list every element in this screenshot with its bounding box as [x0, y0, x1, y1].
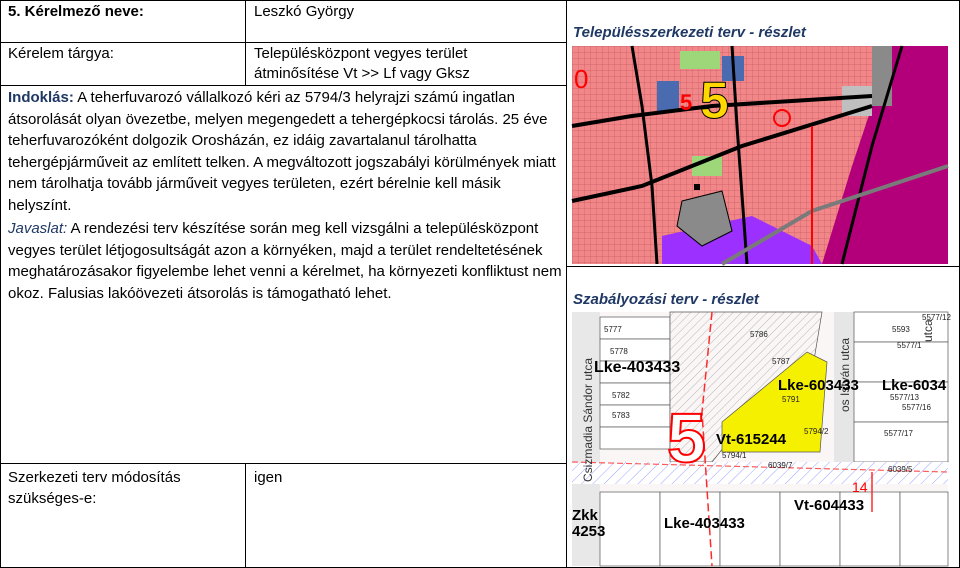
regulation-plan-num14: 14	[852, 479, 868, 495]
zone-label-zkk: Zkk	[572, 507, 598, 524]
zone-label-vt-2: Vt-604433	[794, 497, 865, 514]
parcel-label: 5577/16	[902, 403, 931, 412]
parcel-label: 5577/12	[922, 313, 951, 322]
parcel-label: 5577/17	[884, 429, 913, 438]
parcel-label: 5786	[750, 330, 768, 339]
structure-plan-label-big5: 5	[700, 72, 729, 130]
justification-text: A teherfuvarozó vállalkozó kéri az 5794/3 helyrajzi számú ingatlan átsorolását olyan övezetbe, melyen megengedett a tehergépkocsi tárolás. 25 éve teherfuvarozóként dolgozik Orosházán, ez idáig zavartalanul tárolhatta tehergépjárműveit az említett telken. A megváltozott jogszabályi körülmények miatt nem tárolhatja tovább járműveit vegyes területen, ezért bérelnie kell másik helyszínt.	[8, 89, 556, 214]
applicant-name: Leszkó György	[254, 3, 355, 20]
zone-label-lke-1: Lke-403433	[594, 359, 681, 376]
parcel-label: 5783	[612, 411, 630, 420]
parcel-label: 5577/13	[890, 393, 919, 402]
modification-label-line-1: Szerkezeti terv módosítás	[8, 469, 181, 486]
subject-line-2: átminősítése Vt >> Lf vagy Gksz	[254, 65, 470, 82]
parcel-label: 5593	[892, 325, 910, 334]
zone-label-lke-4: Lke-403433	[664, 515, 745, 532]
parcel-label: 5777	[604, 325, 622, 334]
proposal-text: A rendezési terv készítése során meg kell vizsgálni a településközpont vegyes terület létjogosultságát azon a környéken, majd a terület rendeltetésének meghatározásakor figyelembe lehet venni a kérelmet, ha környezeti konfliktust nem okoz. Falusias lakóövezeti átsorolás is támogatható lehet.	[8, 220, 562, 302]
parcel-label: 6039/5	[888, 465, 913, 474]
map-divider	[566, 266, 960, 267]
parcel-label: 5778	[610, 347, 628, 356]
row-modification-value-cell	[245, 463, 567, 568]
proposal-label: Javaslat:	[8, 220, 68, 237]
street-label-far: utca	[921, 319, 935, 342]
zone-label-vt-1: Vt-615244	[716, 431, 787, 448]
structure-plan-caption: Településszerkezeti terv - részlet	[573, 24, 806, 41]
proposal-paragraph	[8, 218, 564, 304]
justification-paragraph	[8, 87, 564, 216]
structure-plan-label-small5: 5	[680, 90, 693, 115]
parcel-label: 5787	[772, 357, 790, 366]
regulation-plan-drawing	[572, 312, 951, 566]
subject-label: Kérelem tárgya:	[8, 45, 114, 62]
zone-label-lke-2: Lke-603433	[778, 377, 859, 394]
parcel-label: 5791	[782, 395, 800, 404]
parcel-label: 5794/1	[722, 451, 747, 460]
street-label-right: os István utca	[838, 337, 852, 412]
zone-label-lke-3: Lke-6034	[882, 377, 947, 394]
modification-answer: igen	[254, 469, 283, 486]
applicant-label: 5. Kérelmező neve:	[8, 3, 144, 20]
parcel-label: 6039/7	[768, 461, 793, 470]
zone-label-zkk-number: 4253	[572, 523, 606, 540]
regulation-plan-map	[572, 312, 951, 566]
structure-plan-label-zero: 0	[574, 64, 589, 94]
regulation-plan-caption: Szabályozási terv - részlet	[573, 291, 759, 308]
justification-label: Indoklás:	[8, 89, 74, 106]
subject-line-1: Településközpont vegyes terület	[254, 45, 468, 62]
parcel-label: 5782	[612, 391, 630, 400]
parcel-label: 5577/1	[897, 341, 922, 350]
structure-plan-map	[572, 46, 948, 264]
modification-label-line-2: szükséges-e:	[8, 490, 97, 507]
regulation-plan-big5: 5	[667, 399, 706, 477]
structure-plan-drawing	[572, 46, 948, 264]
street-label-left: Csizmadia Sándor utca	[581, 357, 595, 482]
parcel-label: 5794/2	[804, 427, 829, 436]
